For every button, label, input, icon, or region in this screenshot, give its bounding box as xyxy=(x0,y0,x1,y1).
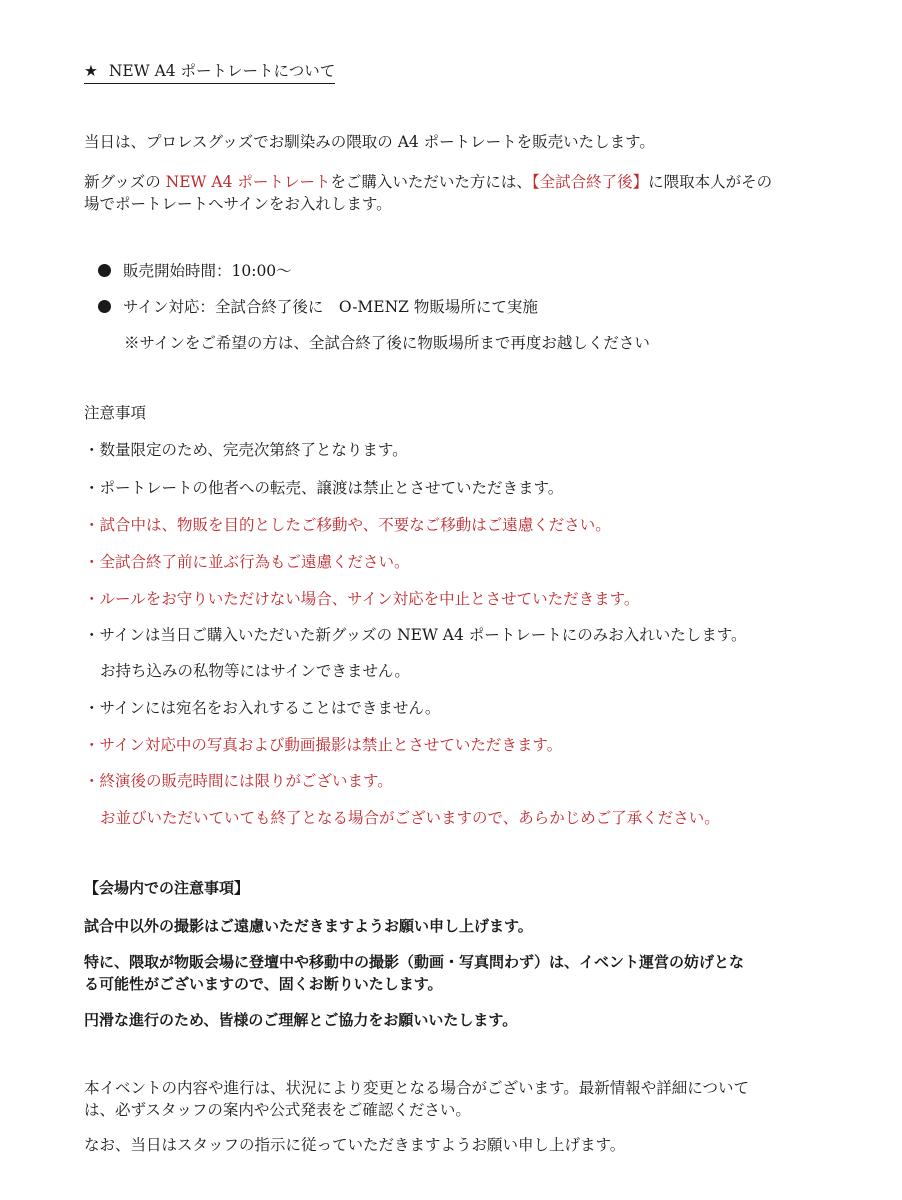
note-item-important: ・ルールをお守りいただけない場合、サイン対応を中止とさせていただきます。 xyxy=(84,590,640,608)
venue-line: 試合中以外の撮影はご遠慮いただきますようお願い申し上げます。 xyxy=(84,917,533,935)
intro-text-b: をご購入いただいた方には、 xyxy=(330,173,532,191)
footer-line: 本イベントの内容や進行は、状況により変更となる場合がございます。最新情報や詳細について xyxy=(84,1079,749,1097)
note-item: ・ポートレートの他者への転売、譲渡は禁止とさせていただきます。 xyxy=(84,479,564,497)
venue-line: 特に、隈取が物販会場に登壇中や移動中の撮影（動画・写真問わず）は、イベント運営の妨げとな xyxy=(84,953,745,971)
note-item-important: ・終演後の販売時間には限りがございます。 xyxy=(84,772,393,790)
intro-line-2 xyxy=(84,171,772,193)
notes-title: 注意事項 xyxy=(84,404,147,422)
note-item: ・サインには宛名をお入れすることはできません。 xyxy=(84,699,441,717)
footer-line: なお、当日はスタッフの指示に従っていただきますようお願い申し上げます。 xyxy=(84,1136,626,1154)
intro-line-3: 場でポートレートへサインをお入れします。 xyxy=(84,195,392,213)
note-item-important: ・サイン対応中の写真および動画撮影は禁止とさせていただきます。 xyxy=(84,736,563,754)
intro-timing: 【全試合終了後】 xyxy=(531,173,649,191)
star-icon: ★ xyxy=(84,62,98,80)
note-item-continuation: お持ち込みの私物等にはサインできません。 xyxy=(100,662,410,680)
intro-product-name: NEW A4 ポートレート xyxy=(165,173,331,191)
venue-title: 【会場内での注意事項】 xyxy=(84,879,250,897)
bullet-text: サイン対応：全試合終了後に O-MENZ 物販場所にて実施 xyxy=(123,298,538,316)
section-heading xyxy=(84,60,335,84)
bullet-text: 販売開始時間：10:00～ xyxy=(123,262,292,280)
footer-line: は、必ずスタッフの案内や公式発表をご確認ください。 xyxy=(84,1101,471,1119)
bullet-dot-icon xyxy=(98,300,111,313)
venue-line: 円滑な進行のため、皆様のご理解とご協力をお願いいたします。 xyxy=(84,1011,518,1029)
bullet-item xyxy=(98,260,292,282)
note-item-important: ・全試合終了前に並ぶ行為もご遠慮ください。 xyxy=(84,553,410,571)
venue-line: る可能性がございますので、固くお断りいたします。 xyxy=(84,975,443,993)
note-item: ・サインは当日ご購入いただいた新グッズの NEW A4 ポートレートにのみお入れいたします。 xyxy=(84,626,747,644)
intro-text-c: に隈取本人がその xyxy=(648,173,773,191)
heading-text: NEW A4 ポートレートについて xyxy=(108,62,336,80)
note-item: ・数量限定のため、完売次第終了となります。 xyxy=(84,441,408,459)
bullet-item xyxy=(98,296,538,318)
intro-line-1: 当日は、プロレスグッズでお馴染みの隈取の A4 ポートレートを販売いたします。 xyxy=(84,133,655,151)
bullet-dot-icon xyxy=(98,264,111,277)
bullet-note: ※サインをご希望の方は、全試合終了後に物販場所まで再度お越しください xyxy=(124,334,650,352)
note-item-important-continuation: お並びいただいていても終了となる場合がございますので、あらかじめご了承ください。 xyxy=(100,809,720,827)
intro-text-a: 新グッズの xyxy=(84,173,166,191)
note-item-important: ・試合中は、物販を目的としたご移動や、不要なご移動はご遠慮ください。 xyxy=(84,516,611,534)
